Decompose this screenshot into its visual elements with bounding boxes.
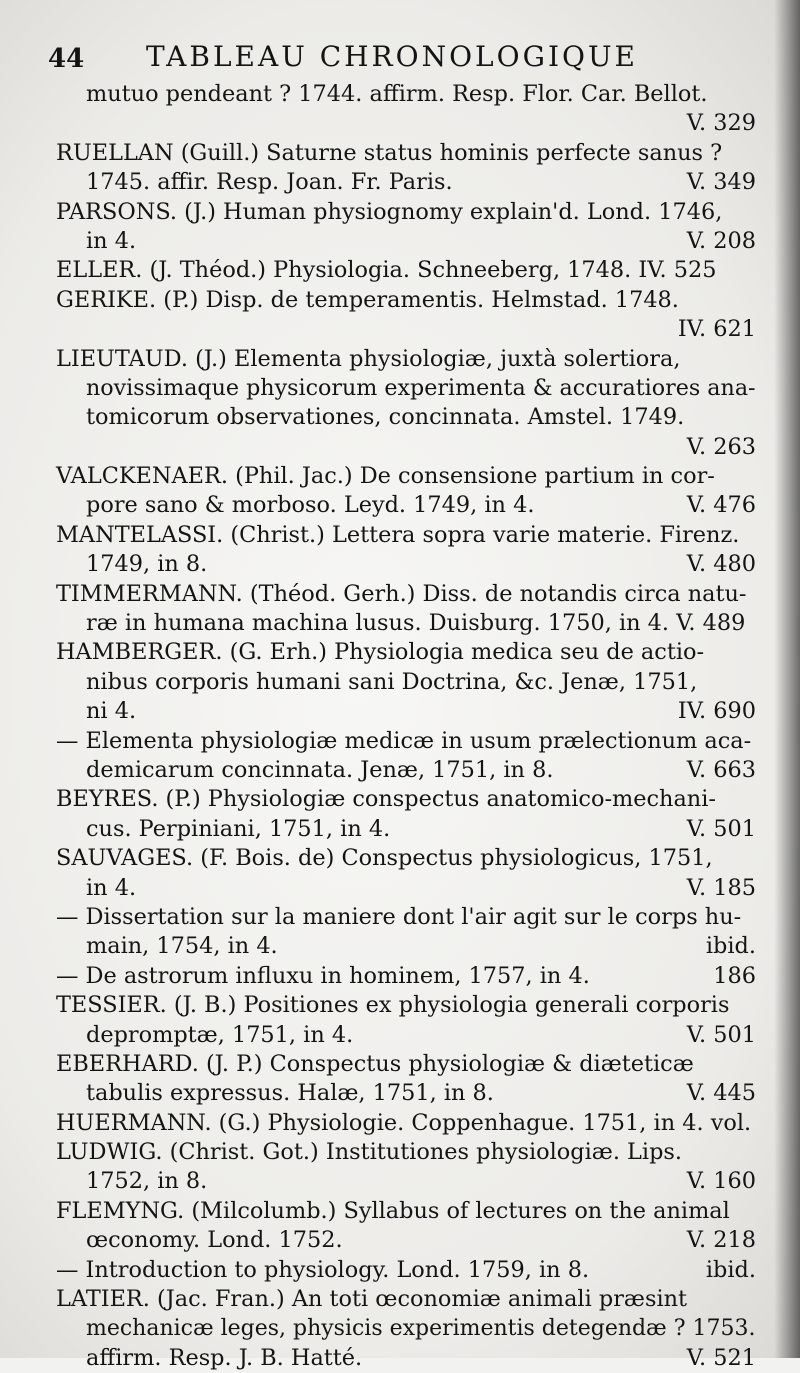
- entry-line: [56, 727, 756, 756]
- volume-reference: V. 663: [686, 756, 756, 783]
- volume-reference: V. 445: [686, 1080, 756, 1107]
- entry-line: [56, 580, 756, 609]
- entry-line: [56, 168, 756, 197]
- entry-text: pore sano & morboso. Leyd. 1749, in 4.: [86, 492, 535, 519]
- entry-text: — Elementa physiologiæ medicæ in usum prælectionum aca-: [56, 727, 752, 754]
- entry-line: [56, 1256, 756, 1285]
- entry-line: [56, 109, 756, 138]
- entry-text: cus. Perpiniani, 1751, in 4.: [86, 815, 391, 842]
- entry-text: MANTELASSI. (Christ.) Lettera sopra varie materie. Firenz.: [56, 521, 740, 548]
- entry-text: mechanicæ leges, physicis experimentis detegendæ ? 1753.: [86, 1315, 756, 1342]
- entry-line: [56, 815, 756, 844]
- entry-text: mutuo pendeant ? 1744. affirm. Resp. Flor. Car. Bellot.: [86, 81, 708, 107]
- entry-text: ræ in humana machina lusus. Duisburg. 1750, in 4. V. 489: [86, 610, 746, 637]
- entry-line: [56, 1109, 756, 1138]
- entry-text: depromptæ, 1751, in 4.: [86, 1021, 354, 1048]
- entry-line: [56, 1079, 756, 1108]
- entry-text: PARSONS. (J.) Human physiognomy explain'd. Lond. 1746,: [56, 198, 723, 225]
- volume-reference: ibid.: [705, 1256, 756, 1283]
- entry-line: [56, 756, 756, 785]
- entry-line: [56, 668, 756, 697]
- volume-reference: V. 501: [686, 815, 756, 842]
- entry-line: [56, 462, 756, 491]
- entry-line: [56, 903, 756, 932]
- entry-line: [56, 1167, 756, 1196]
- entry-line: [56, 962, 756, 991]
- entry-line: [56, 1285, 756, 1314]
- entry-line: [56, 609, 756, 638]
- entry-text: LATIER. (Jac. Fran.) An toti œconomiæ animali præsint: [56, 1286, 688, 1313]
- entry-line: [56, 286, 756, 315]
- volume-reference: V. 160: [686, 1168, 756, 1195]
- entry-text: novissimaque physicorum experimenta & accuratiores ana-: [86, 374, 756, 401]
- entry-text: main, 1754, in 4.: [86, 933, 278, 960]
- volume-reference: IV. 690: [677, 698, 756, 725]
- volume-reference: V. 480: [686, 551, 756, 578]
- entry-text: ni 4.: [86, 698, 137, 725]
- entry-text: — Introduction to physiology. Lond. 1759, in 8.: [56, 1256, 590, 1283]
- entry-text: 1745. affir. Resp. Joan. Fr. Paris.: [86, 169, 453, 196]
- entry-text: TESSIER. (J. B.) Positiones ex physiologia generali corporis: [56, 992, 730, 1019]
- entry-line: [56, 1314, 756, 1343]
- volume-reference: V. 263: [686, 433, 756, 460]
- entry-line: [56, 1226, 756, 1255]
- page-header: [34, 40, 754, 80]
- entry-text: VALCKENAER. (Phil. Jac.) De consensione partium in cor-: [56, 463, 715, 490]
- volume-reference: V. 185: [686, 874, 756, 901]
- entry-line: [56, 1197, 756, 1226]
- entry-text: demicarum concinnata. Jenæ, 1751, in 8.: [86, 756, 554, 783]
- entry-text: GERIKE. (P.) Disp. de temperamentis. Helmstad. 1748.: [56, 286, 679, 313]
- entry-text: tabulis expressus. Halæ, 1751, in 8.: [86, 1080, 494, 1107]
- entry-line: [56, 403, 756, 432]
- entry-line: [56, 1138, 756, 1167]
- entry-text: — De astrorum influxu in hominem, 1757, in 4.: [56, 962, 590, 989]
- volume-reference: V. 521: [686, 1344, 756, 1371]
- entry-text: RUELLAN (Guill.) Saturne status hominis perfecte sanus ?: [56, 139, 723, 166]
- entry-line: [56, 638, 756, 667]
- entry-text: 1749, in 8.: [86, 551, 208, 578]
- volume-reference: V. 501: [686, 1021, 756, 1048]
- entry-line: [56, 1021, 756, 1050]
- entry-line: [56, 521, 756, 550]
- entry-line: [56, 256, 756, 285]
- running-title: TABLEAU CHRONOLOGIQUE: [146, 40, 638, 73]
- entry-text: in 4.: [86, 874, 137, 901]
- entry-text: œconomy. Lond. 1752.: [86, 1227, 343, 1254]
- page-number: 44: [48, 44, 85, 74]
- entry-text: affirm. Resp. J. B. Hatté.: [86, 1344, 363, 1371]
- entry-line: [56, 491, 756, 520]
- volume-reference: IV. 621: [677, 316, 756, 343]
- bibliography-entries: [56, 80, 756, 1373]
- entry-text: HAMBERGER. (G. Erh.) Physiologia medica seu de actio-: [56, 639, 705, 666]
- entry-text: 1752, in 8.: [86, 1168, 208, 1195]
- volume-reference: V. 218: [686, 1227, 756, 1254]
- entry-line: [56, 991, 756, 1020]
- entry-line: [56, 1050, 756, 1079]
- entry-text: FLEMYNG. (Milcolumb.) Syllabus of lectures on the animal: [56, 1197, 730, 1224]
- entry-line: [56, 80, 756, 109]
- entry-line: [56, 227, 756, 256]
- entry-line: [56, 139, 756, 168]
- entry-text: EBERHARD. (J. P.) Conspectus physiologiæ & diæteticæ: [56, 1050, 694, 1077]
- volume-reference: V. 476: [686, 492, 756, 519]
- entry-line: [56, 785, 756, 814]
- entry-line: [56, 1344, 756, 1373]
- entry-text: LIEUTAUD. (J.) Elementa physiologiæ, juxtà solertiora,: [56, 345, 681, 372]
- volume-reference: V. 349: [686, 169, 756, 196]
- entry-line: [56, 550, 756, 579]
- entry-line: [56, 315, 756, 344]
- entry-line: [56, 374, 756, 403]
- entry-text: in 4.: [86, 227, 137, 254]
- page-edge-shadow: [774, 0, 800, 1358]
- entry-line: [56, 844, 756, 873]
- volume-reference: ibid.: [705, 933, 756, 960]
- entry-text: TIMMERMANN. (Théod. Gerh.) Diss. de notandis circa natu-: [56, 580, 747, 607]
- entry-line: [56, 697, 756, 726]
- volume-reference: 186: [713, 962, 756, 989]
- entry-text: HUERMANN. (G.) Physiologie. Coppenhague. 1751, in 4. vol.: [56, 1109, 752, 1136]
- entry-text: BEYRES. (P.) Physiologiæ conspectus anatomico-mechani-: [56, 786, 716, 813]
- entry-text: ELLER. (J. Théod.) Physiologia. Schneeberg, 1748. IV. 525: [56, 257, 717, 284]
- entry-text: — Dissertation sur la maniere dont l'air agit sur le corps hu-: [56, 903, 742, 930]
- entry-line: [56, 932, 756, 961]
- entry-line: [56, 874, 756, 903]
- entry-line: [56, 198, 756, 227]
- entry-text: LUDWIG. (Christ. Got.) Institutiones physiologiæ. Lips.: [56, 1139, 683, 1166]
- entry-text: nibus corporis humani sani Doctrina, &c. Jenæ, 1751,: [86, 668, 698, 695]
- entry-line: [56, 345, 756, 374]
- entry-text: tomicorum observationes, concinnata. Amstel. 1749.: [86, 404, 685, 431]
- entry-text: SAUVAGES. (F. Bois. de) Conspectus physiologicus, 1751,: [56, 845, 713, 872]
- volume-reference: V. 329: [686, 110, 756, 137]
- entry-line: [56, 433, 756, 462]
- volume-reference: V. 208: [686, 227, 756, 254]
